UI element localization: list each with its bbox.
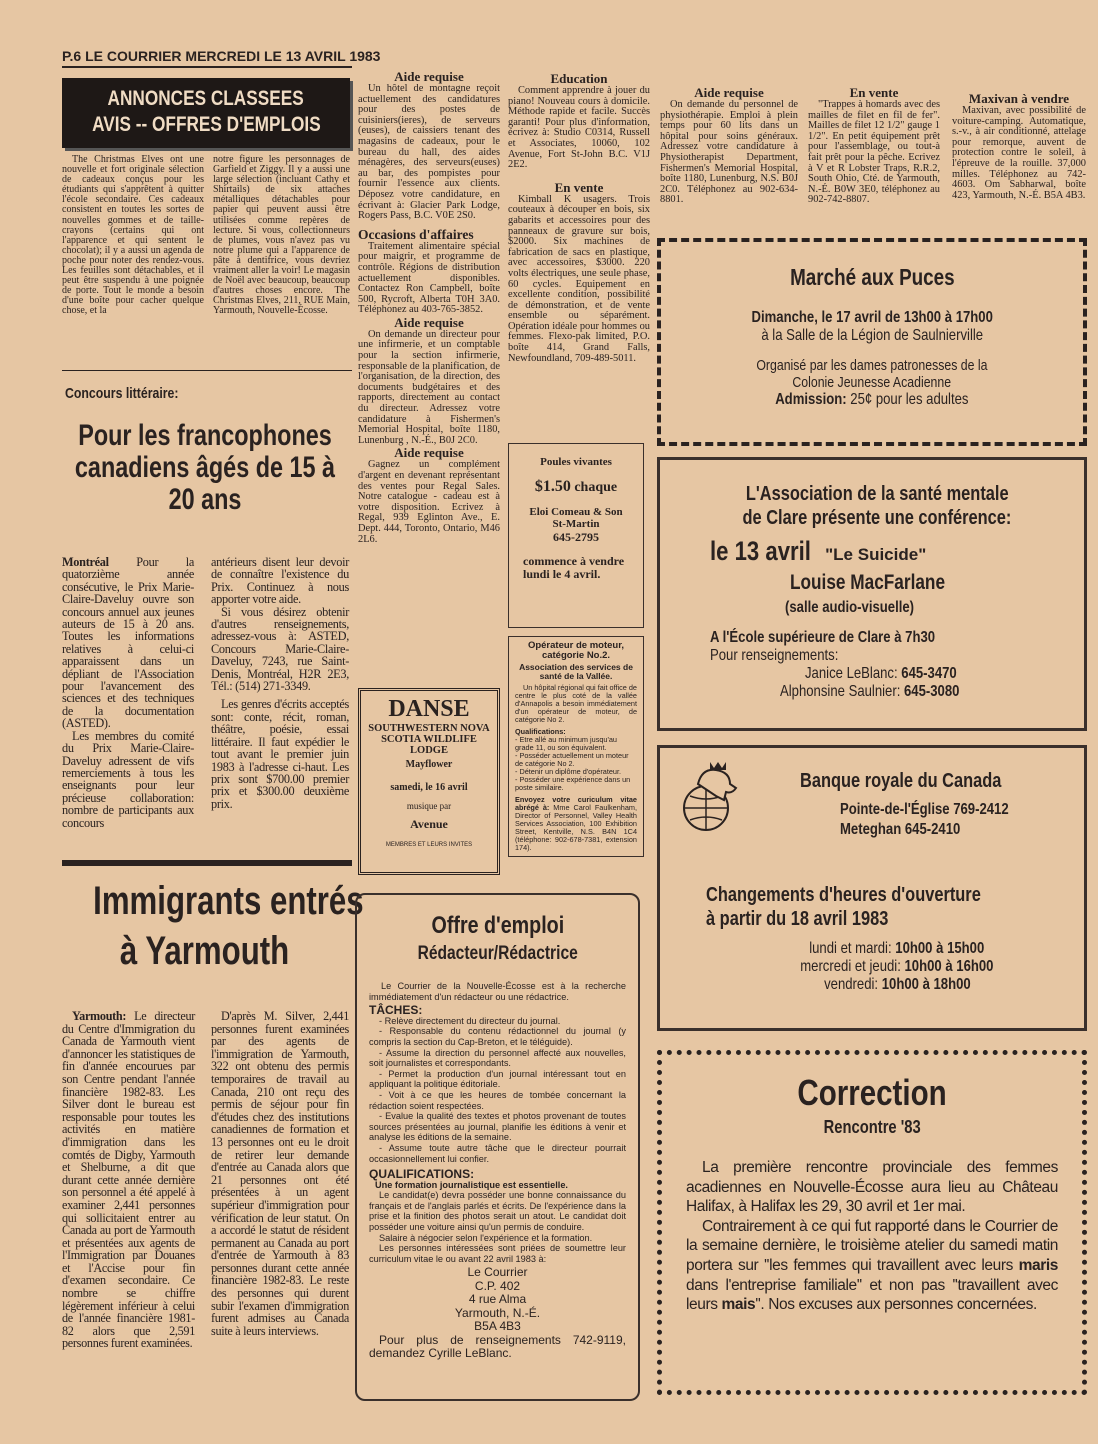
- organizer: Organisé par les dames patronesses de la: [756, 357, 988, 374]
- classified-text: Comment apprendre à jouer du piano! Nouveau cours à domicile. Méthode rapide et facile. Succès garanti! Pour plus d'information, écrivez à: Studio C0314, Russell et Associates, 10060, 102 Avenue, Fort St-John B.C. V1J 2E2.: [508, 85, 650, 171]
- ad-title: Marché aux Puces: [789, 264, 955, 290]
- seller: Eloi Comeau & Son: [529, 506, 623, 518]
- headline: Immigrants entrés à Yarmouth: [93, 879, 364, 973]
- admission: 25¢ pour les adultes: [850, 391, 969, 408]
- sante-ad: L'Association de la santé mentale de Clare présente une conférence: le 13 avril "Le Suicide" Louise MacFarlane (salle audio-visuelle) A l'École supérieure de Clare à 7h30 Pour renseignements: Janice LeBlanc: 645-3470 Alphonsine Saulnier: 645-3080: [657, 457, 1087, 731]
- operateur-ad: [508, 636, 644, 857]
- place: A l'École supérieure de Clare à 7h30: [710, 629, 936, 646]
- article-text: Si vous désirez obtenir d'autres renseignements, adressez-vous à: ASTED, Concours Marie-Claire-Daveluy, 7243, rue Saint-Denis, Montréal, H2R 2E3, Tél.: (514) 271-3349.: [211, 604, 349, 694]
- divider: [62, 860, 352, 866]
- ad-subtitle: Rédacteur/Rédactrice: [417, 943, 578, 964]
- classified-title: Education: [550, 71, 608, 86]
- hours: 10h00 à 16h00: [904, 958, 994, 975]
- date: Dimanche, le 17 avril de 13h00 à 17h00: [751, 309, 993, 326]
- phone: 645-3080: [903, 683, 960, 700]
- article-text: La première rencontre provinciale des femmes acadiennes en Nouvelle-Écosse aura lieu au Château Halifax, à Halifax les 29, 30 avril et 1er mai.: [686, 1159, 1058, 1216]
- classified-title: Occasions d'affaires: [358, 226, 474, 242]
- hours: 10h00 à 15h00: [895, 940, 985, 957]
- notice-date: à partir du 18 avril 1983: [706, 908, 889, 930]
- page-header: P.6 LE COURRIER MERCREDI LE 13 AVRIL 1983: [62, 48, 381, 64]
- classified-text: Un hôtel de montagne reçoit actuellement des candidatures pour des postes de cuisiniers(ieres), de serveurs (euses), de caissiers tenant des magasins de cadeaux, pour le bureau du hall, des aides ménagères, des serveurs(euses) au bar, des pompistes pour fournir l'essence aux clients. Déposez votre candidature, en écrivant à: Glacier Park Lodge, Rogers Pass, B.C. V0E 2S0.: [358, 83, 500, 222]
- speaker: Louise MacFarlane: [790, 571, 946, 594]
- classified-text: On demande un directeur pour une infirmerie, et un comptable pour la section infirmerie, responsable de la planification, de l'organisation, de la direction, des documents budgétaires et des rapports, directement au contact du directeur. Adressez votre candidature à Fishermen's Memorial Hospital, boîte 1180, Lunenburg , N.-É., B0J 2C0.: [358, 328, 500, 446]
- classified-text: Traitement alimentaire spécial pour maigrir, et programme de contrôle. Régions de distribution actuellement disponibles. Contactez Ron Campbell, boîte 500, Rycroft, Alberta T0H 3A0. Téléphonez au 403-765-3852.: [358, 240, 500, 316]
- ad-note: commence à vendre lundi le 4 avril.: [523, 554, 625, 581]
- emphasis: maris: [1018, 1256, 1058, 1274]
- topic: "Le Suicide": [825, 545, 927, 564]
- branch: Meteghan 645-2410: [840, 821, 961, 838]
- classified-text: On demande du personnel de physiothérapie. Emploi à plein temps pour 60 lits dans un hôpital pour soins généraux. Adressez votre candidature à Physiotherapist Department, Fishermen's Memorial Hospital, boîte 1180, Lunenburg, N.S. B0J 2C0. Téléphonez au 902-634-8801.: [660, 99, 798, 206]
- elves-text: The Christmas Elves ont une nouvelle et fort originale sélection de cadeaux conçus pour les étudiants qui s'apprêtent à quitter l'école secondaire. Ces cadeaux consistent en toutes les sortes de nouvelles gommes et de taille-crayons (certains qui ont l'apparence et qui sentent le chocolat); il y a aussi un agenda de poche pour noter des rendez-vous. Les feuilles sont détachables, et il peut être suspendu à une poignée de porte. Tout le monde a besoin d'une boîte pour cacher quelque chose, et la: [62, 154, 204, 317]
- info-label: Pour renseignements:: [710, 647, 839, 664]
- ad-text: Un hôpital régional qui fait office de centre le plus coté de la vallée d'Annapolis a besoin immédiatement d'un opérateur de moteur, de catégorie No 2.: [515, 683, 637, 724]
- classified-text: Maxivan, avec possibilité de voiture-camping. Automatique, s.-v., à air conditionné, attelage pour remorque, auvent de protection contre le soleil, à l'épreuve de la rouille. 37,000 milles. Téléphonez au 742-4603. Om Sabharwal, boîte 423, Yarmouth, N.-É. B5A 4B3.: [952, 105, 1086, 201]
- section-banner: [62, 78, 350, 148]
- date: le 13 avril: [710, 536, 811, 566]
- classified-title: Aide requise: [394, 69, 464, 84]
- divider: [62, 66, 352, 68]
- admission-label: Admission:: [775, 391, 847, 408]
- phone: 645-3470: [901, 665, 957, 682]
- ad-subtitle: Rencontre '83: [823, 1117, 921, 1137]
- headline: Pour les francophones canadiens âgés de 15 à 20 ans: [74, 419, 336, 516]
- kicker: Concours littéraire:: [65, 385, 179, 402]
- dateline: Montréal: [62, 555, 109, 569]
- banner-line: ANNONCES CLASSEES: [107, 87, 305, 110]
- poules-ad: [508, 443, 644, 628]
- classified-title: Maxivan à vendre: [968, 91, 1070, 106]
- article-text: Les genres d'écrits acceptés sont: conte, récit, roman, théâtre, poésie, essai littéraire. Il faut expédier le tout avant le premier juin 1983 à l'adresse ci-haut. Les prix sont $700.00 premier prix et $300.00 deuxième prix.: [211, 697, 349, 811]
- qual-item: - Etre allé au minimum jusqu'au grade 11, ou son équivalent.: [515, 735, 617, 752]
- royal-bank-lion-globe-logo: [670, 756, 750, 836]
- branch: Pointe-de-l'Église 769-2412: [840, 801, 1009, 818]
- place: Mayflower: [405, 759, 453, 770]
- section-label: TÂCHES:: [369, 1003, 423, 1018]
- classified-text: "Trappes à homards avec des mailles de filet en fil de fer". Mailles de filet 12 1/2" gauge 1 1/2". En petit équipement prêt pour l'assemblage, ou tout-à fait prêt pour la pêche. Ecrivez à V et R Lobster Traps, R.R.2, South Ohio, Cté. de Yarmouth, N.-É. B0W 3E0, téléphonez au 902-742-8807.: [808, 99, 940, 206]
- place: St-Martin: [552, 518, 600, 530]
- date: samedi, le 16 avril: [390, 782, 468, 793]
- price: $1.50: [534, 478, 571, 495]
- divider: [62, 370, 352, 371]
- qual-item: - Détenir un diplôme d'opérateur.: [515, 767, 622, 776]
- section-label: QUALIFICATIONS:: [369, 1167, 475, 1182]
- ad-text: Mme Carol Faulkenham, Director of Personnel, Valley Health Services Association, 100 Exhibition Street, Kentville, N.S. B4N 1C4 (téléphone: 902-678-7381, extension 174).: [515, 803, 637, 852]
- hours: 10h00 à 18h00: [881, 976, 971, 993]
- article-text: Pour la quatorzième année consécutive, le Prix Marie-Claire-Daveluy ouvre son concours annuel aux jeunes auteurs de 15 à 20 ans. Toutes les informations relatives à celui-ci apparaissent dans un dépliant de l'Association pour l'avancement des sciences et des techniques de la documentation (ASTED).: [62, 555, 194, 731]
- offre-emploi-ad: [355, 893, 640, 1401]
- task-item: - Assume la direction du personnel affecté aux nouvelles, soit journalistes et correspondants.: [369, 1047, 626, 1069]
- ad-title: DANSE: [388, 696, 470, 722]
- address: Le Courrier C.P. 402 4 rue Alma Yarmouth, N.-É. B5A 4B3: [454, 1265, 541, 1334]
- task-item: - Relève directement du directeur du journal.: [379, 1015, 561, 1026]
- emphasis: mais: [721, 1296, 756, 1314]
- organizer: Colonie Jeunesse Acadienne: [792, 374, 952, 391]
- ad-title: Correction: [797, 1072, 947, 1113]
- ad-text: Le candidat(e) devra posséder une bonne connaissance du français et de l'anglais parlés et écrits. De l'expérience dans la prise et la finition des photos serait un atout. Le candidat doit posséder une voiture ainsi qu'un permis de conduire.: [369, 1190, 626, 1233]
- ad-text: Les personnes intéressées sont priées de soumettre leur curriculum vitae le ou avant 22 avril 1983 à:: [369, 1243, 626, 1264]
- ad-org: Association des services de santé de la Vallée.: [519, 662, 633, 681]
- article-text: antérieurs disent leur devoir de connaître l'existence du Prix. Continuez à nous apporter votre aide.: [211, 555, 349, 607]
- marche-ad: [657, 238, 1087, 446]
- place: à la Salle de la Légion de Saulnierville: [761, 327, 983, 344]
- qual-lead: Une formation journalistique est essentielle.: [375, 1179, 568, 1190]
- band: Avenue: [410, 817, 448, 831]
- ad-text: Le Courrier de la Nouvelle-Écosse est à la recherche immédiatement d'un rédacteur ou une rédactrice.: [369, 981, 626, 1002]
- classified-title: En vente: [554, 179, 604, 195]
- classified-title: Aide requise: [394, 445, 464, 461]
- notice-title: Changements d'heures d'ouverture: [706, 884, 981, 906]
- classified-title: Aide requise: [694, 85, 764, 100]
- elves-text: notre figure les personnages de Garfield et Ziggy. Il y a aussi une large sélection (incluant Cathy et Shirtails) de six attaches métalliques détachables pour papier qui peuvent aussi être utilisées comme repères de lecture. Si vous, collectionneurs de plumes, vous n'avez pas vu notre plume qui a l'apparence de pâte à dentifrice, vous devriez vraiment aller la voir! Le magasin de Noël avec beaucoup, beaucoup d'autres choses encore. The Christmas Elves, 211, RUE Main, Yarmouth, Nouvelle-Écosse.: [213, 154, 350, 317]
- article-text: Les membres du comité du Prix Marie-Claire-Daveluy adressent de vifs remerciements à tous les enseignants pour leur précieuse collaboration: nombre de participants aux concours: [62, 728, 194, 830]
- classified-text: Kimball K usagers. Trois couteaux à découper en bois, six gabarits et accessoires pour des panneaux de gravure sur bois, $2000. Six machines de fabrication de sacs en plastique, avec accessoires, $3000. 220 volts électriques, une seule phase, 60 cycles. Equipement en excellente condition, possibilité de démonstration, et de vente ensemble ou séparément. Opération idéale pour hommes ou femmes. Flexo-pak limited, P.O. boîte 414, Grand Falls, Newfoundland, 709-489-5011.: [508, 193, 650, 364]
- ad-title: Offre d'emploi: [431, 912, 564, 939]
- room: (salle audio-visuelle): [785, 599, 915, 616]
- banner-line: AVIS -- OFFRES D'EMPLOIS: [91, 113, 321, 136]
- venue: SOUTHWESTERN NOVA SCOTIA WILDLIFE LODGE: [368, 723, 490, 756]
- correction-ad: Correction Rencontre '83 La première rencontre provinciale des femmes acadiennes en Nouvelle-Écosse aura lieu au Château Halifax, à Halifax les 29, 30 avril et 1er mai. Contrairement à ce qui fut rapporté dans le Courrier de la semaine dernière, le troisième atelier du samedi matin portera sur ''les femmes qui travaillent avec leurs maris dans l'entreprise familiale'' et non pas ''travaillent avec leurs mais''. Nos excuses aux personnes concernées.: [657, 1050, 1087, 1395]
- ad-subtitle: Envoyez votre curiculum vitae abrégé à:: [515, 795, 637, 812]
- qual-item: - Posséder actuellement un moteur de catégorie No 2.: [515, 751, 629, 768]
- ad-subtitle: Qualifications:: [515, 727, 566, 736]
- article-text: Le directeur du Centre d'Immigration du Canada de Yarmouth vient d'annoncer les statistiques de fin d'année encourues par son Centre pendant l'année financière 1982-83. Les Silver dont le bureau est responsable pour toutes les activités en matière d'immigration dans les comtés de Digby, Yarmouth et Shelburne, a dit que durant cette année dernière son personnel a été appelé à examiner 2,441 personnes qui sollicitaient entrer au Canada au port de Yarmouth et présentées aux agents de l'Immigration par Douanes et l'Accise pour fin d'examen secondaire. Ce nombre se chiffre légèrement inférieur à celui de l'année financière 1981-82 alors que 2,591 personnes furent examinées.: [62, 1009, 195, 1351]
- ad-title: Poules vivantes: [540, 456, 612, 468]
- danse-ad: [358, 688, 500, 875]
- task-item: - Responsable du contenu rédactionnel du journal (y compris la section du Cap-Breton, et le téléguide).: [369, 1026, 626, 1047]
- phone: 645-2795: [553, 530, 599, 544]
- ad-title: Opérateur de moteur, catégorie No.2.: [527, 640, 625, 661]
- article-text: D'après M. Silver, 2,441 personnes furent examinées par des agents de l'immigration de Yarmouth, 322 ont obtenu des permis temporaires de travail au Canada, 210 ont reçu des permis de séjour pour fin d'études chez des institutions canadiennes de formation et 13 personnes ont eu le droit de retirer leur demande d'entrée au Canada alors que 21 personnes ont été présentées à un agent supérieur d'immigration pour vérification de leur statut. On a accordé le statut de résident permanent au Canada au port d'entrée de Yarmouth à 83 personnes durant cette année financière 1982-83. Le reste des personnes qui durent subir l'examen d'immigration furent admises au Canada suite à leurs interviews.: [211, 1009, 349, 1338]
- classified-text: Gagnez un complément d'argent en devenant représentant des ventes pour Regal Sales. Notre catalogue - cadeau est à votre disposition. Ecrivez à Regal, 939 Eglinton Ave., E. Dept. 444, Toronto, Ontario, M46 2L6.: [358, 459, 500, 545]
- bank-name: Banque royale du Canada: [800, 770, 1002, 792]
- price-unit: chaque: [574, 480, 618, 495]
- closing: Pour plus de renseignements 742-9119, demandez Cyrille LeBlanc.: [369, 1332, 626, 1361]
- task-item: - Voit à ce que les heures de tombée concernant la rédaction soient respectées.: [369, 1089, 626, 1111]
- footer-note: MEMBRES ET LEURS INVITES: [385, 842, 473, 848]
- task-item: - Assume toute autre tâche que le directeur pourrait occasionnellement lui confier.: [369, 1142, 626, 1164]
- banque-ad: Banque royale du Canada Pointe-de-l'Église 769-2412 Meteghan 645-2410 Changements d'heures d'ouverture à partir du 18 avril 1983 lundi et mardi: 10h00 à 15h00 mercredi et jeudi: 10h00 à 16h00 vendredi: 10h00 à 18h00: [657, 745, 1087, 1031]
- dateline: Yarmouth:: [72, 1009, 127, 1023]
- classified-title: Aide requise: [394, 314, 464, 330]
- qual-item: - Posséder une expérience dans un poste similaire.: [515, 775, 631, 792]
- task-item: - Permet la production d'un journal intéressant tout en appliquant la politique éditoriale.: [369, 1068, 626, 1090]
- ad-text: Salaire à négocier selon l'expérience et la formation.: [379, 1232, 593, 1243]
- classified-title: En vente: [849, 85, 899, 100]
- task-item: - Evalue la qualité des textes et photos provenant de toutes sources présentées au journal, planifie les éditions à venir et analyse les éditions de la semaine.: [369, 1111, 626, 1143]
- music-label: musique par: [406, 801, 452, 811]
